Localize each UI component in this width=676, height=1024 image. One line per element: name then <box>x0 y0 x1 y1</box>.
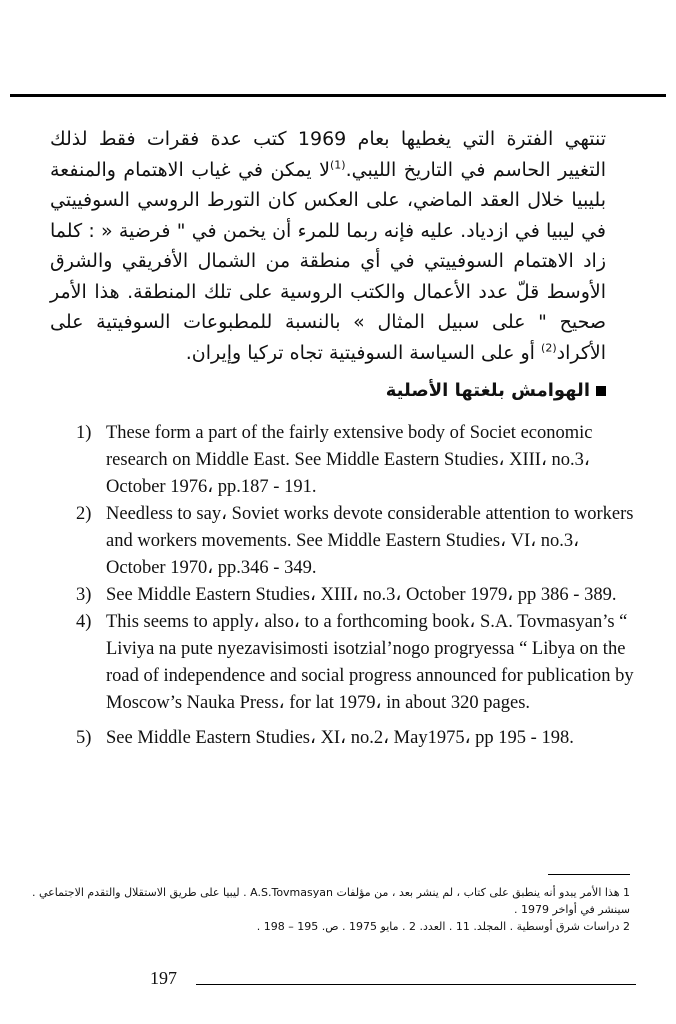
english-notes-list <box>76 420 636 752</box>
footnote-ref-1: (1) <box>330 158 346 172</box>
top-rule <box>10 94 666 97</box>
note-item: 3) See Middle Eastern Studies، XIII، no.3، October 1979، pp 386 - 389. <box>76 585 617 605</box>
page-number: 197 <box>150 968 177 988</box>
footnote-divider <box>548 874 630 875</box>
note-item: 2) Needless to say، Soviet works devote considerable attention to workers and workers movements. See Middle Eastern Studies، VI، no.3، October 1970، pp.346 - 349. <box>76 504 634 578</box>
note-item: 1) These form a part of the fairly extensive body of Societ economic research on Middle East. See Middle Eastern Studies، XIII، no.3، October 1976، pp.187 - 191. <box>76 423 593 497</box>
footnote-2: 2 دراسات شرق أوسطية . المجلد. 11 . العدد. 2 . مايو 1975 . ص. 195 – 198 . <box>256 920 630 933</box>
arabic-body-text <box>50 124 606 368</box>
section-heading: الهوامش بلغتها الأصلية <box>300 380 606 401</box>
note-item: 4) This seems to apply، also، to a forthcoming book، S.A. Tovmasyan’s “ Liviya na pute nyezavisimosti isotzial’nogo progryessa “ Libya on the road of independence and social progress announced for publication by Moscow’s Nauka Press، for lat 1979، in about 320 pages. <box>76 612 634 713</box>
footnote-1: 1 هذا الأمر يبدو أنه ينطبق على كتاب ، لم ينشر بعد ، من مؤلفات A.S.Tovmasyan . ليبيا على طريق الاستقلال والتقدم الاجتماعي . سينشر في أواخر 1979 . <box>32 886 630 916</box>
black-square-icon <box>596 386 606 396</box>
footnote-ref-2: (2) <box>541 341 557 355</box>
footer-rule <box>196 984 636 985</box>
arabic-paragraph: تنتهي الفترة التي يغطيها بعام 1969 كتب عدة فقرات فقط لذلك التغيير الحاسم في التاريخ الليبي.$^{(1)}$لا يمكن في غياب الاهتمام والمنفعة بليبيا خلال العقد الماضي، على العكس كان التورط الروسي السوفييتي في ليبيا في ازدياد. عليه فإنه ربما للمرء أن يخمن في " فرضية « : كلما زاد الاهتمام السوفييتي في أي منطقة من الشمال الأفريقي والشرق الأوسط قلّ عدد الأعمال والكتب الروسية على تلك المنطقة. هذا الأمر صحيح " على سبيل المثال » بالنسبة للمطبوعات السوفيتية على الأكراد$^{(2)}$ أو على السياسة السوفيتية تجاه تركيا وإيران. <box>50 128 607 364</box>
arabic-footnotes <box>30 884 630 935</box>
note-item: 5) See Middle Eastern Studies، XI، no.2، May1975، pp 195 - 198. <box>76 728 574 748</box>
